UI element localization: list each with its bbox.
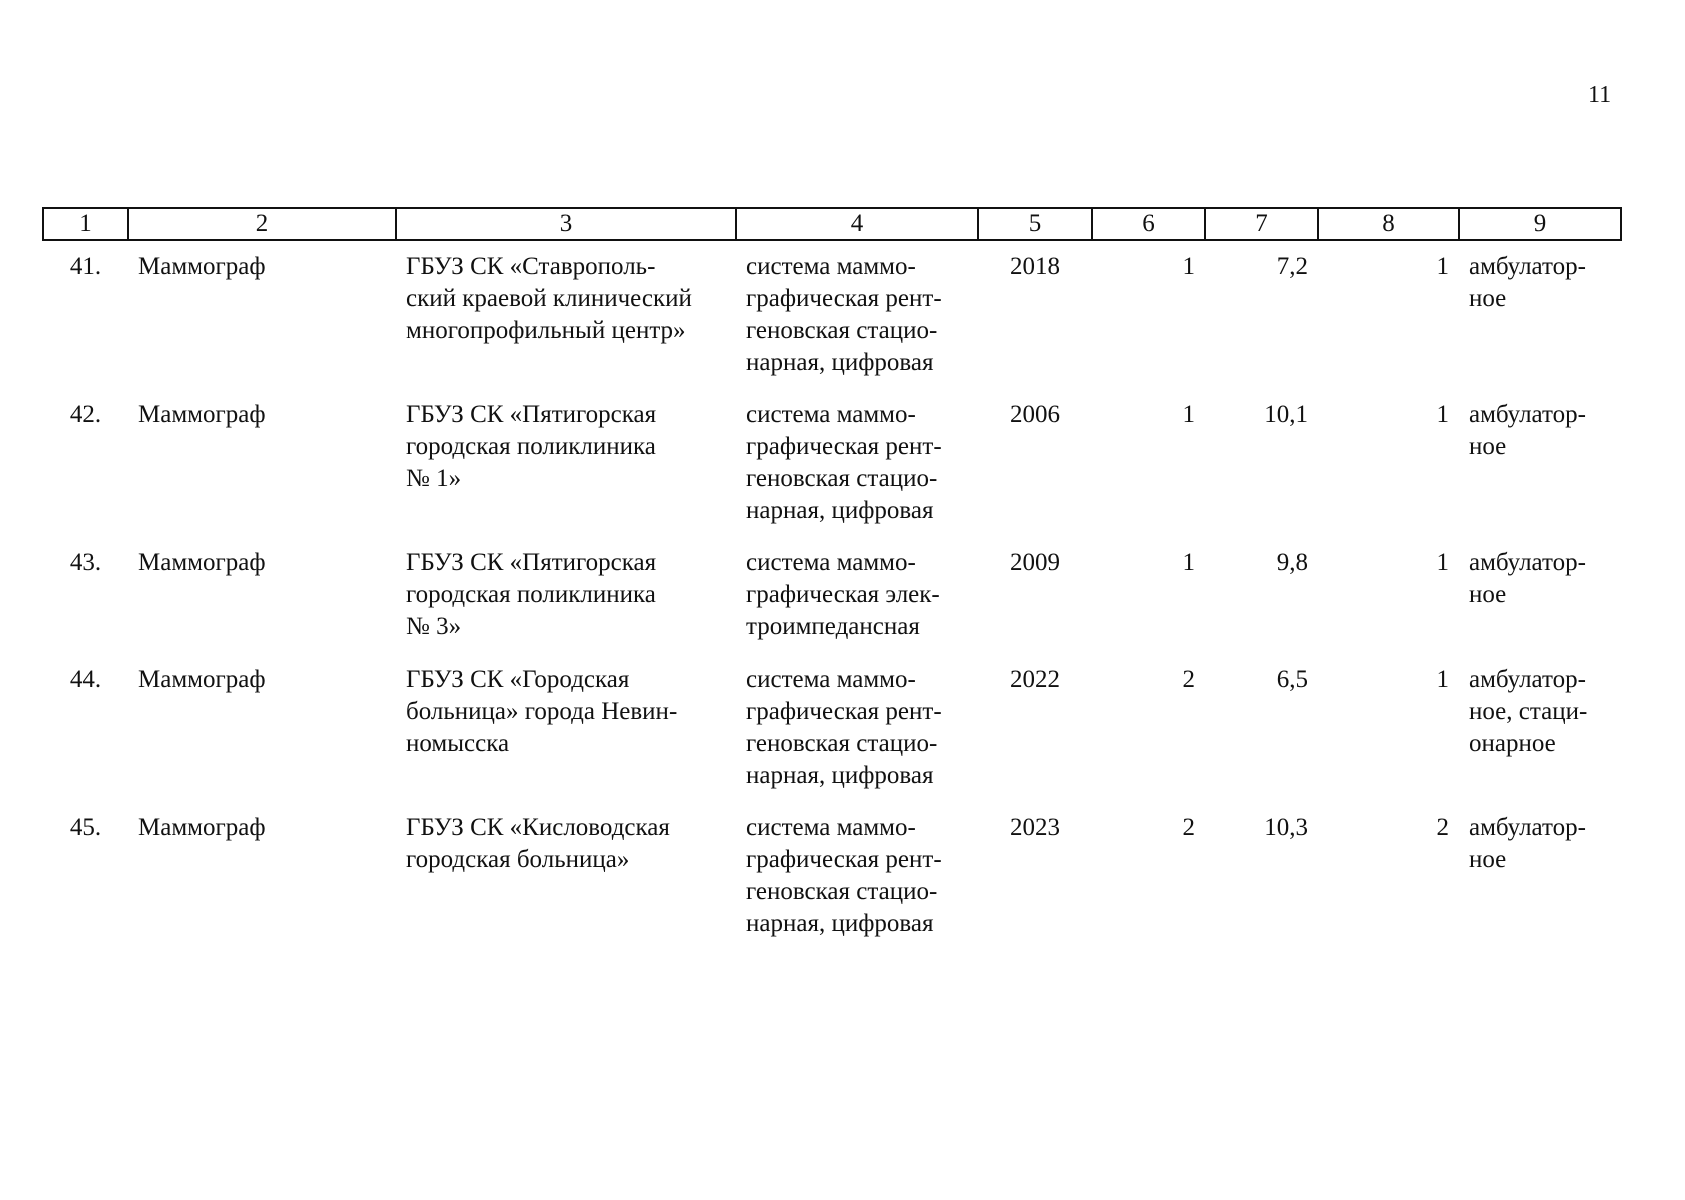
organization-line: городская больница» (406, 846, 630, 873)
organization (396, 654, 736, 802)
organization-line: ГБУЗ СК «Пятигорская (406, 549, 657, 576)
col6-value: 1 (1182, 401, 1195, 428)
equipment-type-line: система маммо- (746, 814, 916, 841)
col7-value: 7,2 (1276, 253, 1308, 280)
equipment-type-line: геновская стацио- (746, 878, 938, 905)
organization-line: многопрофильный центр» (406, 317, 686, 344)
equipment-type-line: геновская стацио- (746, 465, 938, 492)
year: 2022 (1010, 666, 1060, 693)
equipment-type-line: графическая рент- (746, 846, 942, 873)
organization (396, 802, 736, 950)
care-mode-line: амбулатор- (1469, 401, 1586, 428)
col7-value: 10,1 (1264, 401, 1308, 428)
care-mode-line: ное (1469, 846, 1507, 873)
organization (396, 389, 736, 537)
care-mode (1459, 537, 1621, 654)
year: 2009 (1010, 549, 1060, 576)
col7-value: 6,5 (1276, 666, 1308, 693)
equipment-type-line: нарная, цифровая (746, 497, 934, 524)
year: 2018 (1010, 253, 1060, 280)
header-col-5: 5 (978, 208, 1092, 240)
care-mode (1459, 654, 1621, 802)
equipment-type-line: геновская стацио- (746, 317, 938, 344)
organization-line: ГБУЗ СК «Городская (406, 666, 630, 693)
table-row (43, 240, 1621, 389)
page-number: 11 (1588, 82, 1612, 108)
organization-line: городская поликлиника (406, 581, 656, 608)
care-mode-line: амбулатор- (1469, 253, 1586, 280)
organization-line: № 1» (406, 465, 462, 492)
header-row (43, 208, 1621, 240)
equipment-name: Маммограф (138, 666, 266, 693)
equipment-name: Маммограф (138, 814, 266, 841)
organization-line: больница» города Невин- (406, 698, 678, 725)
row-number: 45. (69, 814, 102, 841)
header-col-3: 3 (396, 208, 736, 240)
care-mode-line: амбулатор- (1469, 549, 1586, 576)
row-number: 42. (69, 401, 102, 428)
care-mode (1459, 240, 1621, 389)
table-row (43, 389, 1621, 537)
organization (396, 240, 736, 389)
equipment-type-line: геновская стацио- (746, 730, 938, 757)
equipment-type-line: графическая элек- (746, 581, 940, 608)
care-mode-line: ное (1469, 433, 1507, 460)
header-col-4: 4 (736, 208, 978, 240)
equipment-type-line: система маммо- (746, 666, 916, 693)
header-col-8: 8 (1318, 208, 1459, 240)
equipment-type-line: нарная, цифровая (746, 762, 934, 789)
equipment-type-line: система маммо- (746, 253, 916, 280)
col6-value: 2 (1182, 814, 1195, 841)
table-row (43, 654, 1621, 802)
equipment-name: Маммограф (138, 549, 266, 576)
care-mode-line: онарное (1469, 730, 1556, 757)
organization-line: ГБУЗ СК «Кисловодская (406, 814, 670, 841)
header-col-1: 1 (43, 208, 128, 240)
equipment-type-line: троимпедансная (746, 613, 920, 640)
organization-line: номысска (406, 730, 510, 757)
organization-line: № 3» (406, 613, 462, 640)
row-number: 44. (69, 666, 102, 693)
care-mode-line: амбулатор- (1469, 814, 1586, 841)
header-col-6: 6 (1092, 208, 1205, 240)
equipment-type-line: графическая рент- (746, 285, 942, 312)
equipment-type (736, 537, 978, 654)
organization-line: городская поликлиника (406, 433, 656, 460)
care-mode-line: ное (1469, 285, 1507, 312)
organization-line: ГБУЗ СК «Пятигорская (406, 401, 657, 428)
col8-value: 1 (1436, 401, 1449, 428)
equipment-type (736, 240, 978, 389)
equipment-type-line: нарная, цифровая (746, 910, 934, 937)
equipment-name: Маммограф (138, 253, 266, 280)
equipment-type (736, 389, 978, 537)
care-mode-line: ное (1469, 581, 1507, 608)
equipment-type-line: система маммо- (746, 549, 916, 576)
equipment-type-line: нарная, цифровая (746, 349, 934, 376)
care-mode-line: амбулатор- (1469, 666, 1586, 693)
year: 2006 (1010, 401, 1060, 428)
organization (396, 537, 736, 654)
col8-value: 1 (1436, 666, 1449, 693)
col7-value: 10,3 (1264, 814, 1308, 841)
equipment-type (736, 802, 978, 950)
care-mode (1459, 802, 1621, 950)
row-number: 41. (69, 253, 102, 280)
year: 2023 (1010, 814, 1060, 841)
equipment-type-line: графическая рент- (746, 698, 942, 725)
col6-value: 2 (1182, 666, 1195, 693)
equipment-name: Маммограф (138, 401, 266, 428)
header-col-7: 7 (1205, 208, 1318, 240)
equipment-table (42, 207, 1622, 950)
col6-value: 1 (1182, 549, 1195, 576)
care-mode (1459, 389, 1621, 537)
header-col-2: 2 (128, 208, 396, 240)
equipment-type-line: графическая рент- (746, 433, 942, 460)
table-row (43, 537, 1621, 654)
care-mode-line: ное, стаци- (1469, 698, 1588, 725)
table-row (43, 802, 1621, 950)
col7-value: 9,8 (1276, 549, 1308, 576)
equipment-type-line: система маммо- (746, 401, 916, 428)
col8-value: 1 (1436, 549, 1449, 576)
equipment-type (736, 654, 978, 802)
header-col-9: 9 (1459, 208, 1621, 240)
col6-value: 1 (1182, 253, 1195, 280)
organization-line: ский краевой клинический (406, 285, 692, 312)
organization-line: ГБУЗ СК «Ставрополь- (406, 253, 656, 280)
col8-value: 2 (1436, 814, 1449, 841)
row-number: 43. (69, 549, 102, 576)
col8-value: 1 (1436, 253, 1449, 280)
